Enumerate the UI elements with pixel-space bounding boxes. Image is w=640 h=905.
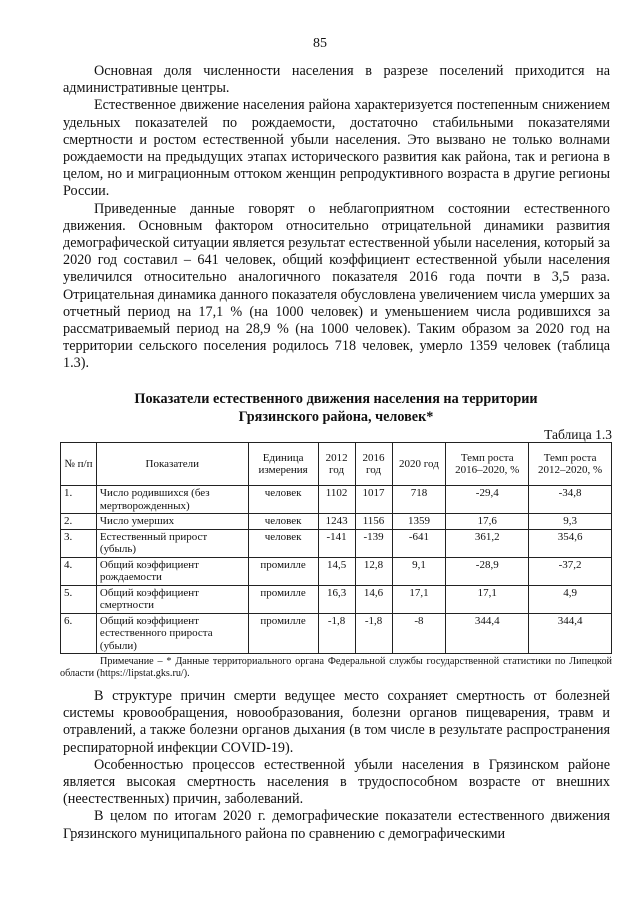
table-cell: 1. <box>61 486 97 514</box>
demographics-table <box>60 442 612 654</box>
intro-text <box>63 63 610 373</box>
paragraph: Особенностью процессов естественной убыли населения в Грязинском районе является высокая смертность населения в трудоспособном возрасте от внешних (неестественных) причин, заболеваний. <box>63 756 610 808</box>
table-caption-line: Грязинского района, человек* <box>238 408 434 425</box>
table-cell: 9,1 <box>392 557 446 585</box>
table-cell: -37,2 <box>529 557 612 585</box>
table-cell: -641 <box>392 529 446 557</box>
table-row <box>61 486 612 514</box>
table-cell: 1017 <box>355 486 392 514</box>
table-caption <box>60 391 612 426</box>
table-cell: 9,3 <box>529 514 612 530</box>
table-cell: человек <box>248 486 318 514</box>
table-cell: человек <box>248 529 318 557</box>
header-cell: № п/п <box>61 443 97 486</box>
table-cell: 1102 <box>318 486 355 514</box>
table-row <box>61 585 612 613</box>
table-cell: 4,9 <box>529 585 612 613</box>
header-cell: 2020 год <box>392 443 446 486</box>
table-cell: 4. <box>61 557 97 585</box>
table-cell: промилле <box>248 557 318 585</box>
table-cell: 16,3 <box>318 585 355 613</box>
table-cell: 6. <box>61 613 97 654</box>
table-label: Таблица 1.3 <box>544 427 612 442</box>
table-cell: Общий коэффициент смертности <box>96 585 248 613</box>
table-cell: промилле <box>248 613 318 654</box>
table-cell: -8 <box>392 613 446 654</box>
table-row <box>61 529 612 557</box>
table-cell: Число умерших <box>96 514 248 530</box>
table-cell: 17,6 <box>446 514 529 530</box>
table-cell: Естественный прирост (убыль) <box>96 529 248 557</box>
table-cell: -34,8 <box>529 486 612 514</box>
header-cell: Темп роста 2016–2020, % <box>446 443 529 486</box>
header-cell: Показатели <box>96 443 248 486</box>
table-cell: -1,8 <box>355 613 392 654</box>
table-cell: 1243 <box>318 514 355 530</box>
table-cell: 361,2 <box>446 529 529 557</box>
page-number: 85 <box>313 36 327 51</box>
table-cell: 1156 <box>355 514 392 530</box>
header-cell: Единица измерения <box>248 443 318 486</box>
header-cell: Темп роста 2012–2020, % <box>529 443 612 486</box>
table-caption-line: Показатели естественного движения населения на территории <box>134 391 538 407</box>
paragraph: Естественное движение населения района характеризуется постепенным снижением удельных показателей по рождаемости, достаточно стабильными показателями смертности и ростом естественной убыли населения. Это вызвано не только волнами рождаемости на предыдущих этапах исторического развития как района, так и региона в целом, но и миграционным оттоком женщин репродуктивного возраста в другие регионы России. <box>63 97 610 200</box>
table-cell: 12,8 <box>355 557 392 585</box>
paragraph: В структуре причин смерти ведущее место сохраняет смертность от болезней системы кровообращения, новообразования, болезни органов пищеварения, травм и отравлений, а также болезни органов дыхания (в том числе в результате распространения респираторной инфекции COVID-19). <box>63 688 610 756</box>
header-cell: 2016 год <box>355 443 392 486</box>
table-row <box>61 613 612 654</box>
table-cell: 354,6 <box>529 529 612 557</box>
table-cell: -141 <box>318 529 355 557</box>
paragraph: Приведенные данные говорят о неблагоприятном состоянии естественного движения. Основным фактором относительно отрицательной динамики развития демографической ситуации является результат естественной убыли населения, который за 2020 год составил – 641 человек, общий коэффициент естественной убыли населения увеличился относительно аналогичного показателя 2016 года почти в 3,5 раза. Отрицательная динамика данного показателя обусловлена увеличением числа умерших за отчетный период на 17,1 % (на 1000 человек) и уменьшением числа родившихся за рассматриваемый период на 28,9 % (на 1000 человек). Таким образом за 2020 год на территории сельского поселения родилось 718 человек, умерло 1359 человек (таблица 1.3). <box>63 200 610 372</box>
table-cell: 14,6 <box>355 585 392 613</box>
table-cell: промилле <box>248 585 318 613</box>
table-cell: Общий коэффициент естественного прироста (убыли) <box>96 613 248 654</box>
table-cell: 3. <box>61 529 97 557</box>
table-cell: 17,1 <box>392 585 446 613</box>
table-cell: 344,4 <box>529 613 612 654</box>
table-cell: 1359 <box>392 514 446 530</box>
table-cell: 344,4 <box>446 613 529 654</box>
table-cell: -139 <box>355 529 392 557</box>
table-row <box>61 557 612 585</box>
table-cell: -28,9 <box>446 557 529 585</box>
table-cell: человек <box>248 514 318 530</box>
table-cell: -1,8 <box>318 613 355 654</box>
table-cell: 718 <box>392 486 446 514</box>
table-cell: -29,4 <box>446 486 529 514</box>
table-note: Примечание – * Данные территориального органа Федеральной службы государственной статистики по Липецкой области (https://lipstat.gks.ru/). <box>60 656 612 679</box>
table-section <box>60 391 612 680</box>
table-cell: Общий коэффициент рождаемости <box>96 557 248 585</box>
outro-text <box>63 688 610 843</box>
table-row <box>61 514 612 530</box>
table-cell: 5. <box>61 585 97 613</box>
table-cell: 14,5 <box>318 557 355 585</box>
table-cell: Число родившихся (без мертворожденных) <box>96 486 248 514</box>
table-header-row <box>61 443 612 486</box>
paragraph: В целом по итогам 2020 г. демографические показатели естественного движения Грязинского муниципального района по сравнению с демографическими <box>63 808 610 842</box>
table-cell: 2. <box>61 514 97 530</box>
table-cell: 17,1 <box>446 585 529 613</box>
paragraph: Основная доля численности населения в разрезе поселений приходится на административные центры. <box>63 63 610 97</box>
header-cell: 2012 год <box>318 443 355 486</box>
